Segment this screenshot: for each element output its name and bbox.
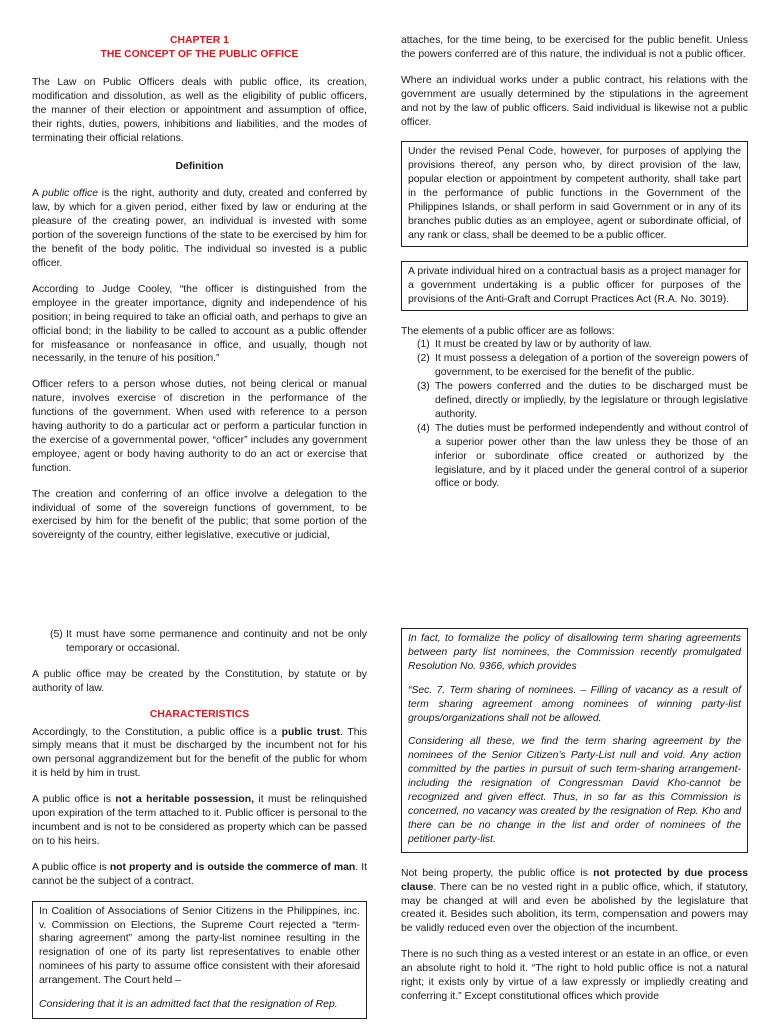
characteristics-heading: CHARACTERISTICS — [149, 708, 250, 720]
officer-paragraph: Officer refers to a person whose duties, not being clerical or manual nature, involves exercise of discretion in the performance of the functions of the government. When used with reference to a person having authority to do a particular act or perform a particular function in the exercise of a governmental power, “officer” includes any government employee, agent or body having authority to do an act or exercise that function. — [32, 379, 367, 474]
definition-paragraph: A public office is the right, authority and duty, created and conferred by law, by which for a given period, either fixed by law or enduring at the pleasure of the creating power, an individual is invested with some portion of the sovereign functions of the state to be exercised by him for the benefit of the body politic. The individual so invested is a public officer. — [32, 188, 367, 269]
chapter-title: THE CONCEPT OF THE PUBLIC OFFICE — [100, 49, 299, 60]
due-process-paragraph: Not being property, the public office is not protected by due process clause. There can be no vested right in a public office, which, if statutory, may be changed at will and even be abolished by the legislature that created it. Besides such abolition, its term, compensation and powers may be validly reduced even over the objection of the incumbent. — [401, 867, 748, 935]
intro-paragraph: The Law on Public Officers deals with public office, its creation, modification and dissolution, as well as the eligibility of public officers, the manner of their election or appointment and assumption of office, their rights, duties, powers, inhibitions and liabilities, and the modes of terminating their official relations. — [32, 77, 367, 144]
list-item: (4) The duties must be performed independently and without control of a superior power other than the law unless they be those of an inferior or subordinate office created or authorized by the legislature, and by it placed under the general control of a superior office or body. — [417, 422, 748, 490]
vested-paragraph: There is no such thing as a vested interest or an estate in an office, or even an absolute right to hold it. “The right to hold public office is not a natural right; it exists only by virtue of a law expressly or impliedly creating and conferring it.” Except constitutional offices which provide — [401, 949, 748, 1002]
resolution-box — [401, 628, 748, 853]
penal-code-text: Under the revised Penal Code, however, for purposes of applying the provisions thereof, any person who, by direct provision of the law, popular election or appointment by competent authority, shall take part in the performance of public functions in the Government of the Philippines Islands, or shall perform in said Government or in any of its branches public duties as an employee, agent or subordinate official, of any rank or class, shall be deemed to be a public officer. — [408, 146, 741, 241]
property-paragraph: A public office is not property and is outside the commerce of man. It cannot be the subject of a contract. — [32, 861, 367, 887]
private-individual-text: A private individual hired on a contractual basis as a project manager for a government undertaking is a public officer for purposes of the provisions of the Anti-Graft and Corrupt Practices Act (R.A. No. 3019). — [408, 265, 741, 305]
attaches-paragraph: attaches, for the time being, to be exercised for the public benefit. Unless the powers conferred are of this nature, the individual is not a public officer. — [401, 35, 748, 60]
public-trust-paragraph: Accordingly, to the Constitution, a public office is a public trust. This simply means that it must be discharged by the incumbent not for his own personal aggrandizement but for the benefit of the public for whom it is held by him in trust. — [32, 726, 367, 780]
contract-paragraph: Where an individual works under a public contract, his relations with the government are usually determined by the stipulations in the agreement and not by the law of public officers. Said individual is likewise not a public officer. — [401, 74, 748, 128]
section-seven-text: “Sec. 7. Term sharing of nominees. – Filling of vacancy as a result of term sharing agreement among nominees of winning party-list groups/organizations shall not be allowed. — [408, 684, 741, 724]
created-paragraph: A public office may be created by the Constitution, by statute or by authority of law. — [32, 668, 367, 694]
top-left-column — [32, 0, 367, 560]
list-item: (2) It must possess a delegation of a portion of the sovereign powers of government, to be exercised for the benefit of the public. — [417, 353, 748, 379]
penal-code-box — [401, 141, 748, 246]
public-office-term: public office — [42, 188, 98, 200]
coalition-text: In Coalition of Associations of Senior Citizens in the Philippines, inc. v. Commission on Elections, the Supreme Court rejected a “term-sharing agreement” among the party-list nominee resulting in the resignation of one of its party list representatives to enable other nominees of his party to assume office consistent with their aforesaid arrangement. The Court held – — [39, 905, 360, 987]
elements-intro: The elements of a public officer are as follows: — [401, 325, 615, 337]
list-item: (3) The powers conferred and the duties to be discharged must be defined, directly or impliedly, by the legislature or through legislative authority. — [417, 381, 748, 420]
top-right-column — [401, 0, 748, 560]
coalition-quote: Considering that it is an admitted fact that the resignation of Rep. — [39, 999, 338, 1011]
elements-list — [401, 338, 748, 491]
chapter-number: CHAPTER 1 — [170, 35, 229, 46]
bottom-right-column — [401, 620, 748, 1024]
bottom-left-column — [32, 620, 367, 1024]
list-item: (1) It must be created by law or by authority of law. — [417, 339, 652, 351]
coalition-box — [32, 901, 367, 1019]
resolution-text: In fact, to formalize the policy of disallowing term sharing agreements between party list nominees, the Commission recently promulgated Resolution No. 9366, which provides — [408, 633, 741, 672]
creation-paragraph: The creation and conferring of an office involve a delegation to the individual of some of the sovereign functions of government, to be exercised by him for the benefit of the public; that some portion of the sovereignty of the country, either legislative, executive or judicial, — [32, 488, 367, 542]
term-sharing-ruling: Considering all these, we find the term sharing agreement by the nominees of the Senior Citizen’s Party-List null and void. Any action committed by the parties in pursuit of such term-sharing arrangement-including the resignation of Congressman David Kho-cannot be recognized and given effect. Thus, in so far as this Commission is concerned, no vacancy was created by the resignation of Rep. Kho and there can be no change in the list and order of nominees of the petitioner party-list. — [408, 736, 741, 845]
definition-heading: Definition — [175, 160, 224, 172]
chapter-heading — [32, 34, 367, 62]
private-individual-box — [401, 261, 748, 311]
element-five: (5) It must have some permanence and continuity and not be only temporary or occasional. — [50, 629, 367, 654]
cooley-paragraph: According to Judge Cooley, “the officer is distinguished from the employee in the greater importance, dignity and independence of his position; in being required to take an official oath, and perhaps to give an official bond; in the liability to be called to account as a public offender for misfeasance or nonfeasance in office, and usually, though not necessarily, in the tenure of his position.” — [32, 283, 367, 365]
heritable-paragraph: A public office is not a heritable possession, it must be relinquished upon expiration of the term attached to it. Public officer is personal to the incumbent and is not to be considered as property which can be passed on to his heirs. — [32, 794, 367, 847]
